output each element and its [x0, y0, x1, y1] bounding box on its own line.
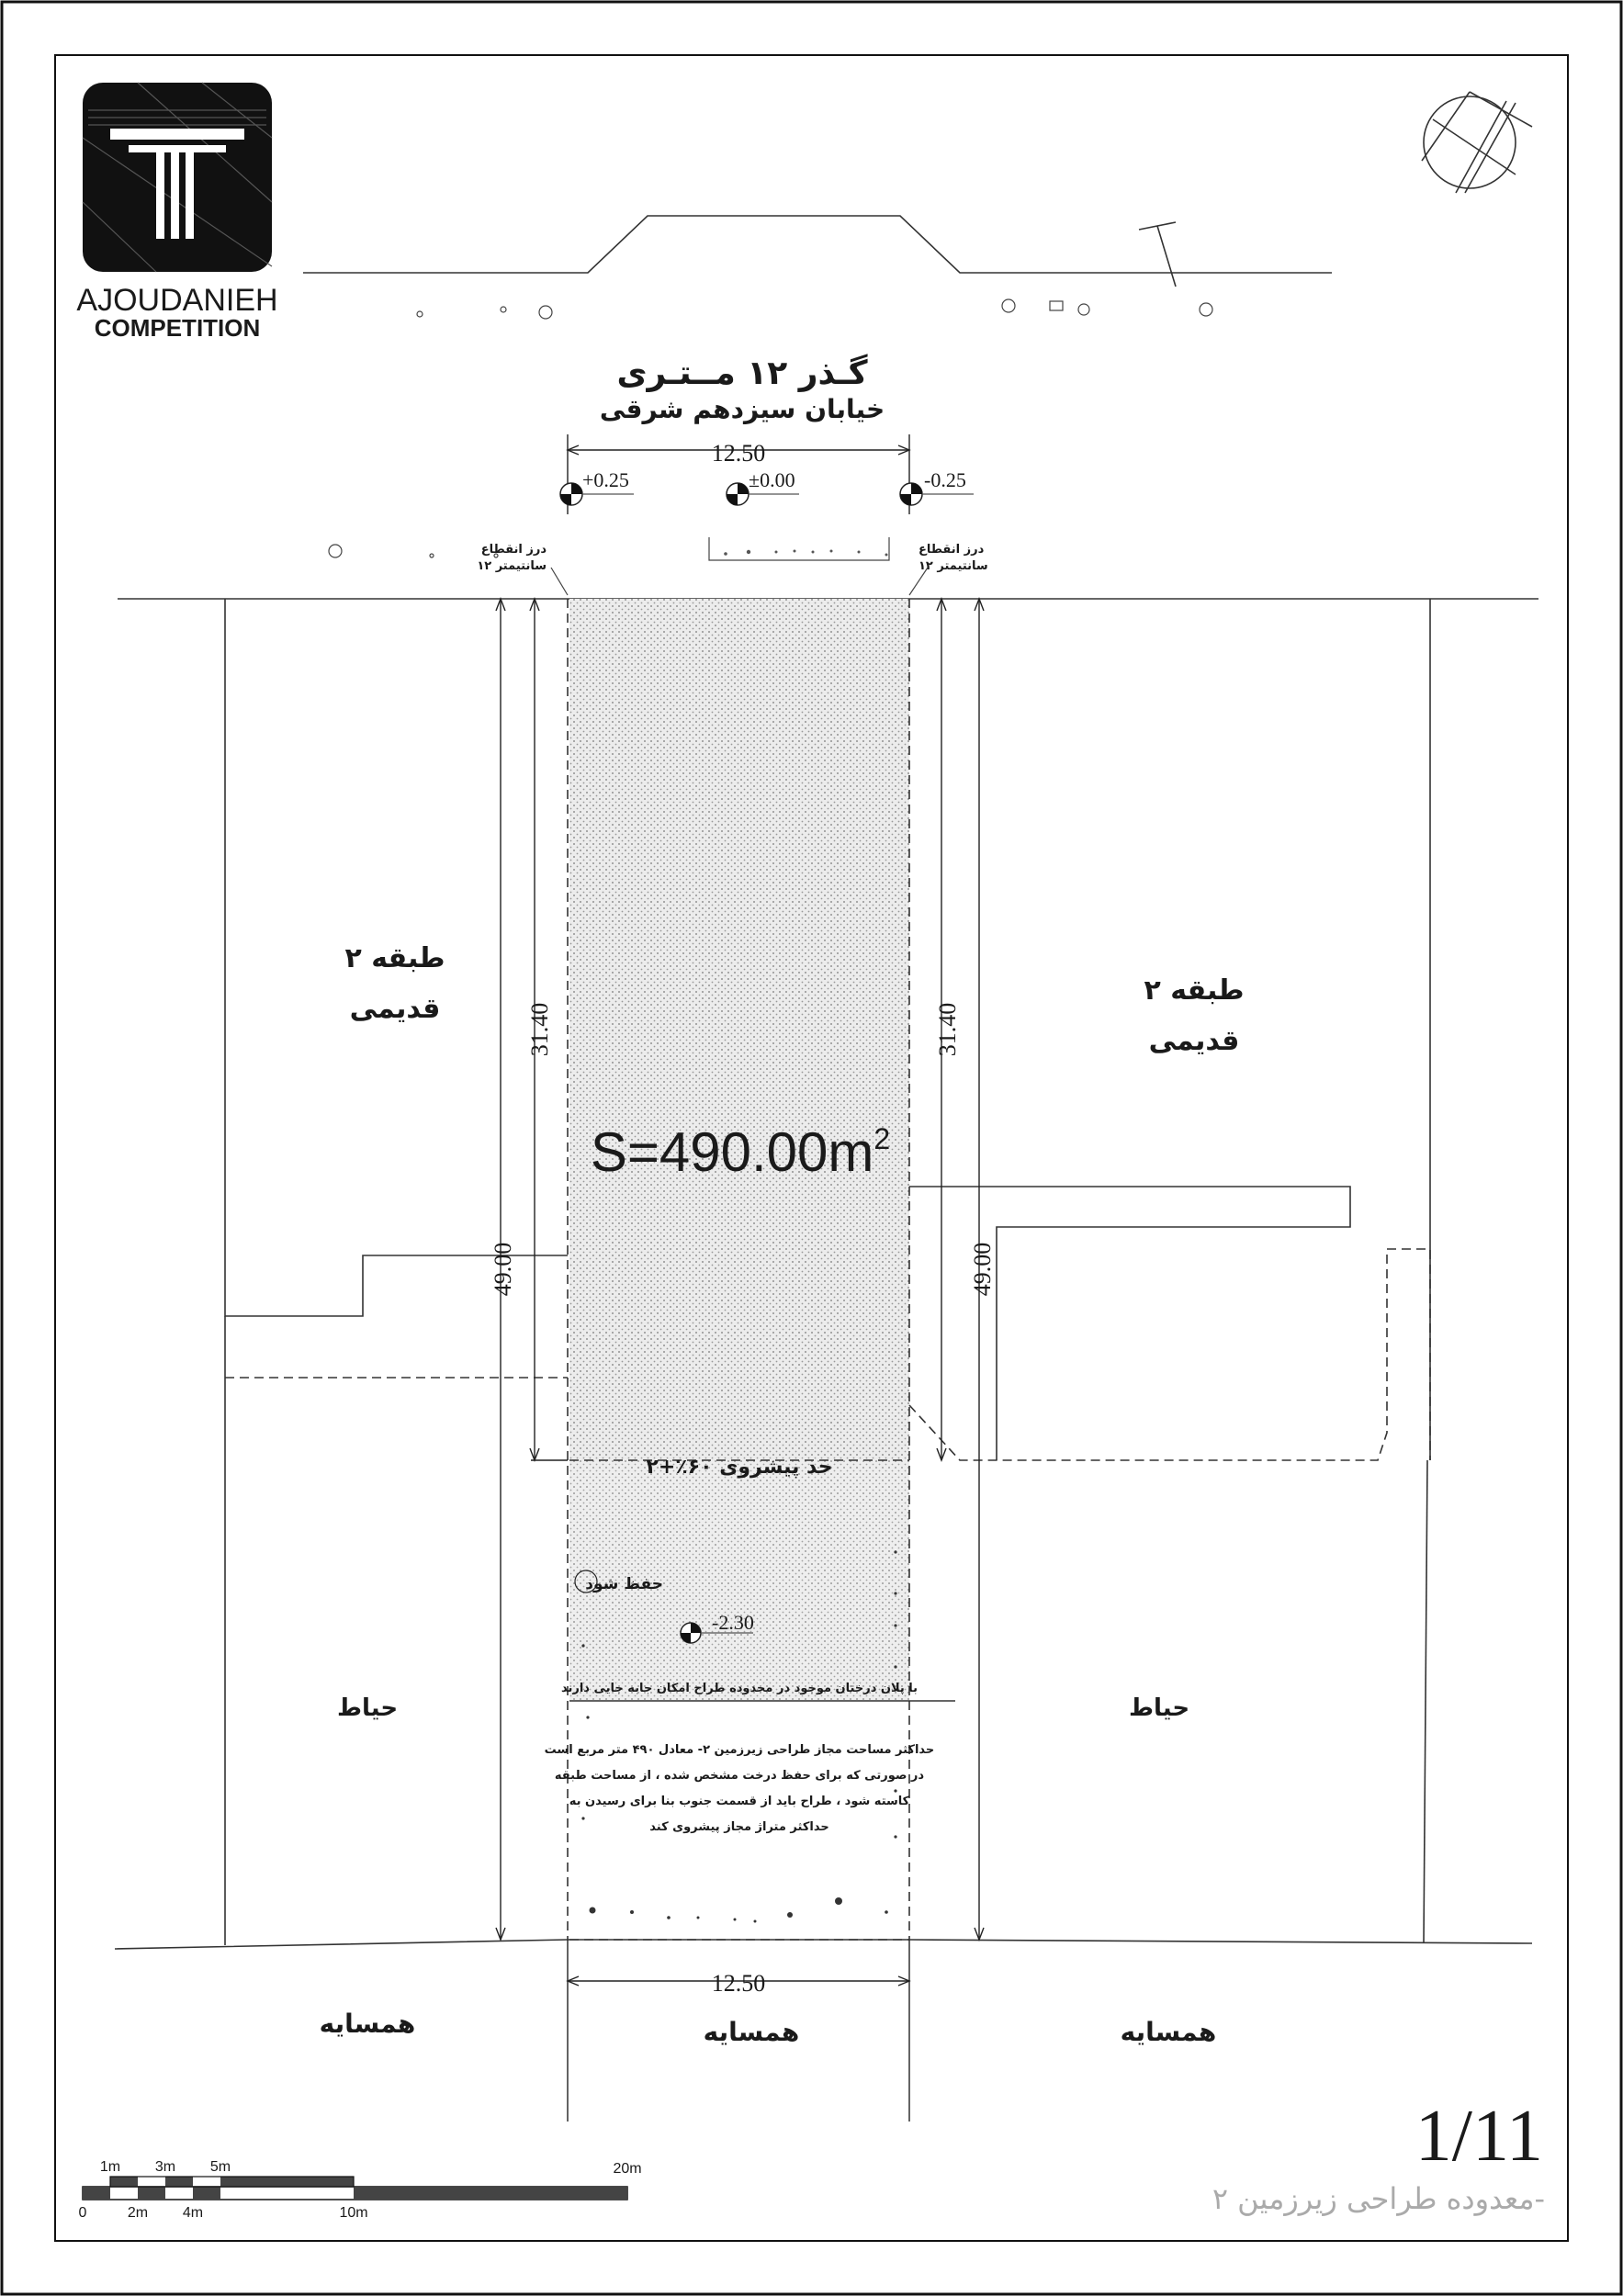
scale-label-1m: 1m: [99, 2159, 121, 2175]
logo-line1: AJOUDANIEH: [76, 283, 278, 318]
left-building-line1: ۲ طبقه: [344, 942, 445, 974]
left-building-line2: قدیمی: [349, 993, 441, 1025]
joint-left-line2: ۱۲ سانتیمتر: [477, 559, 547, 573]
scale-label-3m: 3m: [154, 2159, 176, 2175]
scale-label-2m: 2m: [127, 2205, 149, 2221]
left-yard-label: حیاط: [336, 1694, 399, 1722]
note-line-4: حداکثر متراژ مجاز پیشروی کند: [649, 1820, 829, 1834]
plot-area-unit-sup: 2: [873, 1122, 891, 1155]
right-neighbor-dash-east: [1387, 1249, 1430, 1460]
south-property-line: [115, 1940, 1532, 1949]
joint-right-line1: درز انقطاع: [919, 543, 985, 557]
competition-logo: [83, 83, 272, 272]
scale-label-4m: 4m: [182, 2205, 204, 2221]
north-arrow-icon: [1422, 92, 1532, 193]
sheet-number: 1/11: [1414, 2096, 1543, 2177]
bottom-right-neighbor-label: همسایه: [1120, 2017, 1217, 2047]
left-total-depth-label: 49.00: [490, 1242, 516, 1297]
scale-label-20m: 20m: [613, 2161, 642, 2177]
right-building-line1: ۲ طبقه: [1144, 974, 1245, 1007]
joint-right-line2: ۱۲ سانتیمتر: [919, 559, 988, 573]
plot-main-area: [569, 599, 909, 1460]
street-name: گـذر ۱۲ مــتـری: [616, 355, 868, 392]
street-tree-markers: [329, 299, 1212, 557]
entrance-bracket: [709, 537, 889, 560]
right-inner-depth-label: 31.40: [934, 1002, 961, 1057]
joint-left-leader: [551, 568, 568, 595]
level-left-label: +0.25: [582, 468, 629, 491]
sheet-title: معدوده طراحی زیرزمین ۲-: [1212, 2181, 1545, 2216]
bottom-center-neighbor-label: همسایه: [703, 2017, 800, 2047]
street-sign-icon: [1139, 222, 1176, 287]
top-width-label: 12.50: [711, 440, 766, 467]
level-center-label: ±0.00: [749, 468, 795, 491]
note-trees: با پلان درختان موجود در محدوده طراح امکان جابه جایی دارند: [560, 1682, 919, 1695]
scale-label-0: 0: [78, 2205, 87, 2221]
note-line-3: کاسته شود ، طراح باید از قسمت جنوب بنا برای رسیدن به: [569, 1795, 910, 1808]
setback-label: حد پیشروی ۶۰٪+۲: [646, 1456, 833, 1479]
street-kerb-line: [303, 216, 1332, 273]
scale-label-5m: 5m: [209, 2159, 231, 2175]
entrance-dots: [724, 550, 887, 557]
right-neighbor-building: [909, 1187, 1350, 1460]
bottom-width-label: 12.50: [711, 1970, 766, 1997]
right-yard-label: حیاط: [1128, 1694, 1190, 1722]
plot-area-label: [591, 1121, 890, 1183]
left-inner-depth-label: 31.40: [526, 1002, 553, 1057]
note-line-1: حداکثر مساحت مجاز طراحی زیرزمین ۲- معادل ۴۹۰ متر مربع است: [544, 1743, 935, 1757]
right-total-depth-label: 49.00: [969, 1242, 996, 1297]
right-neighbor-boundary: [1424, 1460, 1427, 1943]
scale-label-10m: 10m: [339, 2205, 368, 2221]
level-right-label: -0.25: [924, 468, 966, 491]
level-inner-label: -2.30: [712, 1611, 754, 1634]
tree-keep-label: حفظ شود: [585, 1575, 663, 1593]
logo-line2: COMPETITION: [94, 314, 261, 342]
joint-left-line1: درز انقطاع: [480, 543, 547, 557]
note-line-2: در صورتی که برای حفظ درخت مشخص شده ، از مساحت طبقه: [554, 1769, 925, 1783]
plot-area-value: S=490.00m: [590, 1121, 874, 1183]
scale-bar: [83, 2177, 627, 2200]
bottom-left-neighbor-label: همسایه: [319, 2009, 416, 2039]
street-subname: خیابان سیزدهم شرقی: [599, 394, 885, 424]
right-building-line2: قدیمی: [1148, 1025, 1240, 1057]
